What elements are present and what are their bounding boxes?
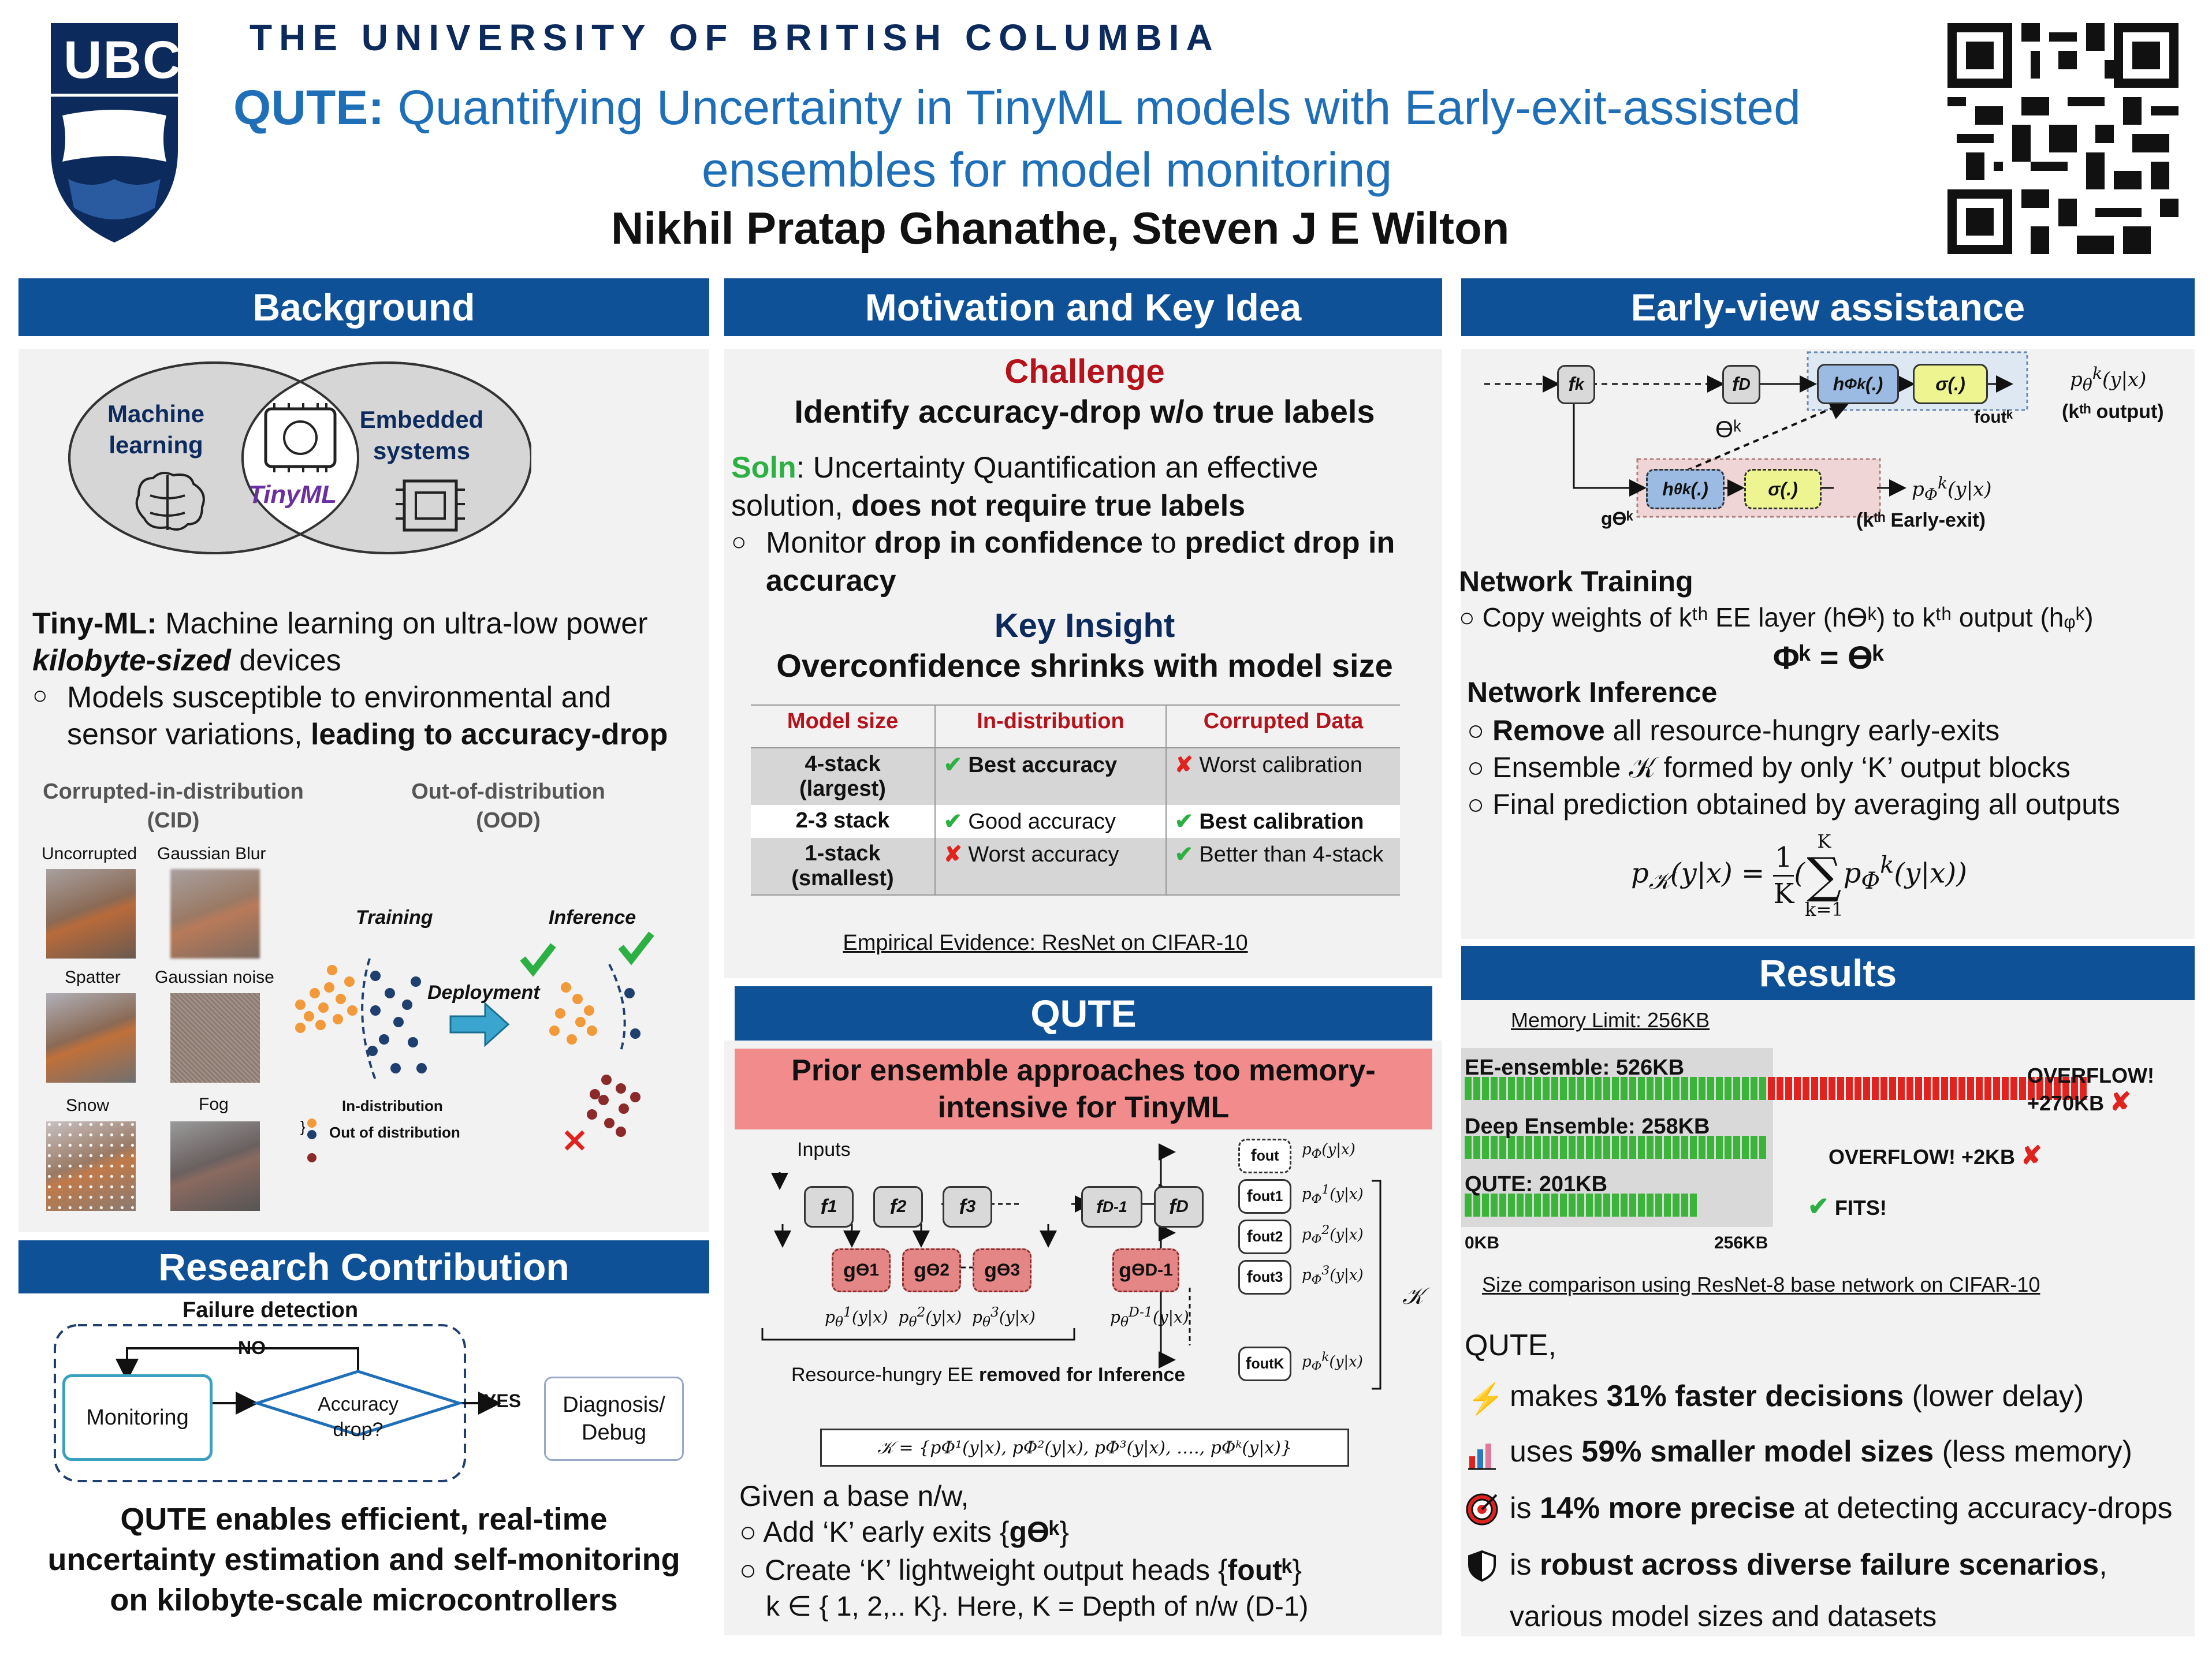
- copy-weights: ○ Copy weights of kᵗʰ EE layer (hϴᵏ) to kᵗʰ output (hᵩᵏ): [1459, 602, 2094, 632]
- authors: Nikhil Pratap Ghanathe, Steven J E Wilton: [611, 203, 1510, 253]
- node-h-theta: h θ k (.): [1646, 469, 1725, 509]
- training-label: Training: [356, 907, 433, 929]
- create-line-2: k ∈ { 1, 2,.. K}. Here, K = Depth of n/w (D-1): [766, 1591, 1309, 1622]
- theta-label: ϴᵏ: [1715, 417, 1741, 442]
- bullet-circle: ○: [32, 681, 48, 710]
- lightning-icon: ⚡: [1467, 1382, 1505, 1416]
- check-icon: ✔: [944, 810, 969, 834]
- deployment-label: Deployment: [427, 982, 540, 1004]
- bar-chart-icon: [1467, 1440, 1497, 1470]
- inf-1a: Remove: [1492, 714, 1605, 747]
- img-label-fog: Fog: [199, 1095, 229, 1114]
- research-summary-2: uncertainty estimation and self-monitoring: [47, 1542, 680, 1577]
- fout-2: f out 2: [1238, 1220, 1291, 1254]
- img-label-gaussian-blur: Gaussian Blur: [157, 844, 266, 863]
- svg-text:}: }: [300, 1118, 306, 1135]
- research-summary-3: on kilobyte-scale microcontrollers: [110, 1583, 618, 1617]
- kth-exit-label: (kᵗʰ Early-exit): [1856, 509, 1986, 531]
- exit-g3: g ϴ 3: [973, 1248, 1031, 1292]
- research-summary-1: QUTE enables efficient, real-time: [120, 1502, 608, 1537]
- ri-pre: uses: [1510, 1435, 1582, 1468]
- bg-bullet-b-text: sensor variations,: [67, 718, 311, 751]
- key-insight-text: Overconfidence shrinks with model size: [776, 647, 1393, 684]
- kb-line: [32, 643, 341, 678]
- bg-bullet-b-bold: leading to accuracy-drop: [310, 718, 668, 751]
- add-c: }: [1059, 1516, 1070, 1548]
- ri-post: at detecting accuracy-drops: [1795, 1492, 2173, 1525]
- table-cell-ind: Good accuracy: [968, 810, 1116, 834]
- tinyml-term: Tiny-ML:: [32, 607, 157, 640]
- result-item: [1510, 1491, 2173, 1526]
- exit-g2: g ϴ 2: [902, 1248, 961, 1292]
- fout-prob-1: $p_\Phi^1(y|x)$: [1302, 1183, 1364, 1206]
- ri-post: (lower delay): [1904, 1379, 2084, 1413]
- ri-pre: is: [1510, 1548, 1540, 1582]
- soln-line-1: [731, 450, 1318, 485]
- table-cell-cor: Worst calibration: [1199, 753, 1362, 777]
- removed-a: Resource-hungry EE: [791, 1364, 980, 1386]
- node-f3: f 3: [943, 1186, 992, 1228]
- target-icon: [1465, 1492, 1499, 1527]
- table-cell-size: 4-stack (largest): [799, 752, 886, 801]
- fout-prob-k: $p_\Phi^k(y|x)$: [1302, 1350, 1363, 1374]
- cid-title: Corrupted-in-distribution (CID): [43, 780, 304, 833]
- title-bold: QUTE:: [233, 80, 385, 135]
- table-header-cor: Corrupted Data: [1166, 705, 1400, 748]
- node-fd-ev: f D: [1722, 365, 1760, 404]
- exit-probs: $p_\theta^1(y|x)$ $p_\theta^2(y|x)$ $p_\theta^3(y|x)$: [825, 1304, 1036, 1330]
- fout-dashed: f out: [1238, 1139, 1291, 1173]
- ensemble-set-text: 𝒦 = {pΦ¹(y|x), pΦ²(y|x), pΦ³(y|x), …., pΦᵏ(y|x)}: [877, 1437, 1292, 1458]
- add-a: Add ‘K’ early exits {: [763, 1516, 1010, 1548]
- inference-label: Inference: [549, 907, 636, 929]
- node-fd1: f D-1: [1081, 1186, 1142, 1228]
- fout-3: f out 3: [1238, 1260, 1291, 1295]
- bird-image-gaussian-noise: [170, 993, 260, 1083]
- status-qute: [1808, 1192, 1887, 1221]
- ri-pre: makes: [1510, 1379, 1607, 1413]
- status-ee: [2027, 1062, 2172, 1117]
- ubc-logo: [45, 17, 184, 248]
- ri-post: (less memory): [1934, 1435, 2132, 1468]
- result-last-line: various model sizes and datasets: [1510, 1600, 1937, 1632]
- bar-label-ee: EE-ensemble: 526KB: [1465, 1056, 1685, 1080]
- axis-start: 0KB: [1465, 1233, 1500, 1252]
- cross-icon: ✘: [2110, 1088, 2131, 1116]
- inf-2: Ensemble 𝒦 formed by only ‘K’ output blocks: [1492, 751, 2071, 784]
- ri-bold: robust across diverse failure scenarios: [1540, 1548, 2099, 1582]
- challenge-text: Identify accuracy-drop w/o true labels: [794, 393, 1375, 430]
- ri-post: ,: [2099, 1548, 2107, 1582]
- ri-bold: 59% smaller model sizes: [1581, 1435, 1934, 1468]
- gtheta-label: gϴᵏ: [1601, 508, 1633, 529]
- mot-b1a: Monitor: [766, 526, 874, 560]
- phi-equation: Φᵏ = ϴᵏ: [1772, 639, 1885, 676]
- node-fd: f D: [1154, 1186, 1204, 1228]
- fout-prob-2: $p_\Phi^2(y|x)$: [1302, 1223, 1364, 1247]
- section-header-motivation: Motivation and Key Idea: [724, 278, 1442, 336]
- venn-center-label: TinyML: [248, 480, 337, 509]
- fout-label-ev: foutᵏ: [1974, 408, 2013, 427]
- result-item: [1510, 1548, 2107, 1582]
- table-cell-cor: Better than 4-stack: [1199, 842, 1384, 867]
- cross-icon: ✘: [1175, 753, 1200, 777]
- inf-1b: all resource-hungry early-exits: [1604, 714, 2000, 747]
- bar-label-deep: Deep Ensemble: 258KB: [1465, 1114, 1710, 1139]
- section-header-background: Background: [18, 278, 709, 336]
- monitoring-label: Monitoring: [86, 1405, 189, 1430]
- decision-label: Accuracy drop?: [318, 1393, 399, 1441]
- no-label: NO: [238, 1337, 266, 1358]
- soln-label: Soln: [731, 451, 796, 484]
- img-label-gaussian-noise: Gaussian noise: [155, 968, 274, 987]
- axis-end: 256KB: [1714, 1233, 1768, 1252]
- failure-detection-title: Failure detection: [183, 1298, 359, 1322]
- node-f2: f 2: [873, 1186, 923, 1228]
- section-header-qute: QUTE: [735, 986, 1432, 1041]
- bird-image-uncorrupted: [46, 869, 136, 959]
- monitoring-box: [62, 1374, 213, 1461]
- check-icon: ✔: [1808, 1192, 1829, 1221]
- bar-label-qute: QUTE: 201KB: [1465, 1172, 1608, 1196]
- bird-image-snow: [46, 1121, 136, 1211]
- img-label-uncorrupted: Uncorrupted: [42, 844, 137, 863]
- given-line: Given a base n/w,: [739, 1480, 969, 1512]
- net-training-title: Network Training: [1459, 565, 1693, 598]
- exit-gd1: g ϴ D-1: [1112, 1248, 1179, 1292]
- ensemble-set: [820, 1429, 1349, 1467]
- qr-code[interactable]: [1947, 23, 2179, 254]
- shield-icon: [1467, 1550, 1497, 1582]
- node-h-phi: h Φ k (.): [1817, 364, 1899, 404]
- bars-caption: Size comparison using ResNet-8 base network on CIFAR-10: [1482, 1273, 2040, 1296]
- create-c: }: [1292, 1554, 1302, 1586]
- copy-weights-text: Copy weights of kᵗʰ EE layer (hϴᵏ) to kᵗʰ output (hᵩᵏ): [1482, 602, 2094, 632]
- cross-icon: ✘: [944, 842, 969, 867]
- empirical-evidence: Empirical Evidence: ResNet on CIFAR-10: [843, 931, 1248, 955]
- model-size-table: [751, 704, 1400, 896]
- key-insight-title: Key Insight: [994, 607, 1175, 644]
- page-title: [233, 80, 1801, 136]
- node-f1: f 1: [804, 1186, 854, 1228]
- mot-bullet-line-2: accuracy: [766, 564, 896, 598]
- bg-bullet-b: [67, 717, 668, 752]
- bar-deep-ensemble: [1465, 1136, 1766, 1159]
- check-icon: ✔: [1175, 842, 1200, 867]
- memory-limit: Memory Limit: 256KB: [1511, 1008, 1710, 1032]
- mot-b1c: to: [1142, 526, 1185, 560]
- result-item: [1510, 1379, 2084, 1414]
- table-cell-size: 1-stack (smallest): [791, 841, 894, 890]
- table-row: [751, 805, 1400, 838]
- ood-title: Out-of-distribution (OOD): [411, 780, 605, 833]
- qute-banner-text: Prior ensemble approaches too memory-intensive for TinyML: [791, 1054, 1376, 1124]
- results-intro: QUTE,: [1465, 1329, 1556, 1362]
- table-cell-size: 2-3 stack: [795, 808, 890, 833]
- node-sigma-top: σ(.): [1913, 364, 1988, 404]
- table-header-ind: In-distribution: [935, 705, 1166, 748]
- check-icon: ✔: [944, 753, 969, 777]
- exit-g1: g ϴ 1: [832, 1248, 891, 1292]
- section-header-results: Results: [1461, 946, 2195, 1000]
- yes-label: YES: [484, 1390, 522, 1411]
- removed-b: removed for Inference: [979, 1364, 1186, 1386]
- mot-bullet-line-1: [766, 525, 1395, 560]
- status-deep-text: OVERFLOW! +2KB: [1829, 1145, 2016, 1169]
- mot-b1b: drop in confidence: [874, 526, 1143, 560]
- create-line: ○ Create ‘K’ lightweight output heads {foutᵏ}: [739, 1554, 1302, 1586]
- inference-bullet-3: ○ Final prediction obtained by averaging all outputs: [1467, 788, 2120, 821]
- bar-ee-ensemble: [1465, 1077, 2087, 1100]
- university-name: THE UNIVERSITY OF BRITISH COLUMBIA: [249, 17, 1220, 58]
- qute-banner: [735, 1049, 1432, 1129]
- node-sigma-bot: σ(.): [1744, 469, 1822, 509]
- inf-3: Final prediction obtained by averaging all outputs: [1492, 788, 2120, 821]
- logo-text: UBC: [64, 31, 183, 90]
- table-cell-cor: Best calibration: [1199, 810, 1364, 834]
- mot-bullet-circle: ○: [731, 528, 747, 556]
- kb-rest: devices: [230, 644, 341, 677]
- img-label-spatter: Spatter: [65, 968, 121, 987]
- soln-text-2a: solution,: [731, 489, 852, 523]
- create-b: foutᵏ: [1227, 1554, 1293, 1586]
- status-deep: [1829, 1141, 2042, 1170]
- ensemble-formula: $p_𝒦(y|x)$ = $\frac{1}{K}$ ( K ∑ k=1 $p_\Phi^k(y|x)$): [1631, 830, 1967, 920]
- cross-icon: ✘: [2021, 1142, 2042, 1170]
- status-qute-text: FITS!: [1834, 1196, 1887, 1220]
- add-line: ○ Add ‘K’ early exits {gϴᵏ}: [739, 1516, 1070, 1548]
- bird-image-gaussian-blur: [170, 869, 260, 959]
- table-header-size: Model size: [787, 709, 899, 733]
- result-item: [1510, 1434, 2132, 1469]
- bird-image-spatter: [46, 993, 136, 1083]
- check-icon: ✔: [1175, 810, 1200, 834]
- out-prob-bot: $p_\Phi^k(y|x)$: [1912, 473, 1992, 505]
- ri-bold: 31% faster decisions: [1606, 1379, 1904, 1413]
- bar-qute: [1465, 1194, 1697, 1217]
- out-prob-top: $p_\theta^k(y|x)$: [2070, 364, 2147, 395]
- diagnosis-label: Diagnosis/ Debug: [563, 1393, 665, 1445]
- tinyml-desc: Machine learning on ultra-low power: [157, 607, 648, 640]
- tinyml-definition: [32, 606, 647, 641]
- net-inference-title: Network Inference: [1467, 676, 1718, 709]
- venn-left-label: Machine learning: [107, 400, 205, 458]
- fout-prob-3: $p_\Phi^3(y|x)$: [1302, 1263, 1364, 1287]
- img-label-snow: Snow: [66, 1096, 110, 1115]
- section-header-early-view: Early-view assistance: [1461, 278, 2195, 336]
- diagnosis-box: [544, 1377, 684, 1461]
- kth-output-label: (kᵗʰ output): [2062, 401, 2164, 423]
- venn-right-label: Embedded systems: [359, 406, 484, 464]
- removed-text: [791, 1364, 1185, 1386]
- k-symbol: 𝒦: [1402, 1283, 1424, 1310]
- node-fk: f k: [1557, 365, 1595, 404]
- status-ee-text: OVERFLOW! +270KB: [2027, 1064, 2154, 1115]
- inputs-label: Inputs: [797, 1139, 851, 1161]
- bird-image-fog: [170, 1121, 260, 1211]
- fout-prob-0: $p_\Phi(y|x)$: [1302, 1141, 1355, 1162]
- exit-prob-d1: $p_\theta^{D-1}(y|x)$: [1110, 1304, 1189, 1330]
- soln-text-2b: does not require true labels: [851, 489, 1246, 523]
- kb-term: kilobyte-sized: [32, 644, 231, 677]
- challenge-title: Challenge: [1004, 353, 1165, 390]
- table-cell-ind: Worst accuracy: [968, 842, 1119, 867]
- table-cell-ind: Best accuracy: [968, 753, 1118, 777]
- legend-out: Out of distribution: [329, 1124, 460, 1141]
- fout-1: f out 1: [1238, 1179, 1291, 1214]
- ri-pre: is: [1510, 1492, 1540, 1525]
- soln-line-2: [731, 489, 1245, 523]
- ri-bold: 14% more precise: [1540, 1492, 1796, 1525]
- page-title-line2: ensembles for model monitoring: [702, 143, 1392, 197]
- fout-k: f out K: [1238, 1347, 1291, 1381]
- inference-bullet-2: ○ Ensemble 𝒦 formed by only ‘K’ output blocks: [1467, 751, 2071, 784]
- bg-bullet-a: Models susceptible to environmental and: [67, 681, 612, 714]
- table-row: [751, 838, 1400, 895]
- mot-b1d: predict drop in: [1185, 526, 1395, 560]
- title-rest: Quantifying Uncertainty in TinyML models with Early-exit-assisted: [384, 80, 1801, 135]
- section-header-research: Research Contribution: [18, 1240, 709, 1293]
- legend-in: In-distribution: [342, 1097, 443, 1114]
- table-row: [751, 748, 1400, 805]
- soln-text: : Uncertainty Quantification an effective: [796, 451, 1319, 484]
- inference-bullet-1: ○ Remove all resource-hungry early-exits: [1467, 714, 2000, 747]
- add-b: gϴᵏ: [1009, 1516, 1060, 1548]
- create-a: Create ‘K’ lightweight output heads {: [765, 1554, 1228, 1586]
